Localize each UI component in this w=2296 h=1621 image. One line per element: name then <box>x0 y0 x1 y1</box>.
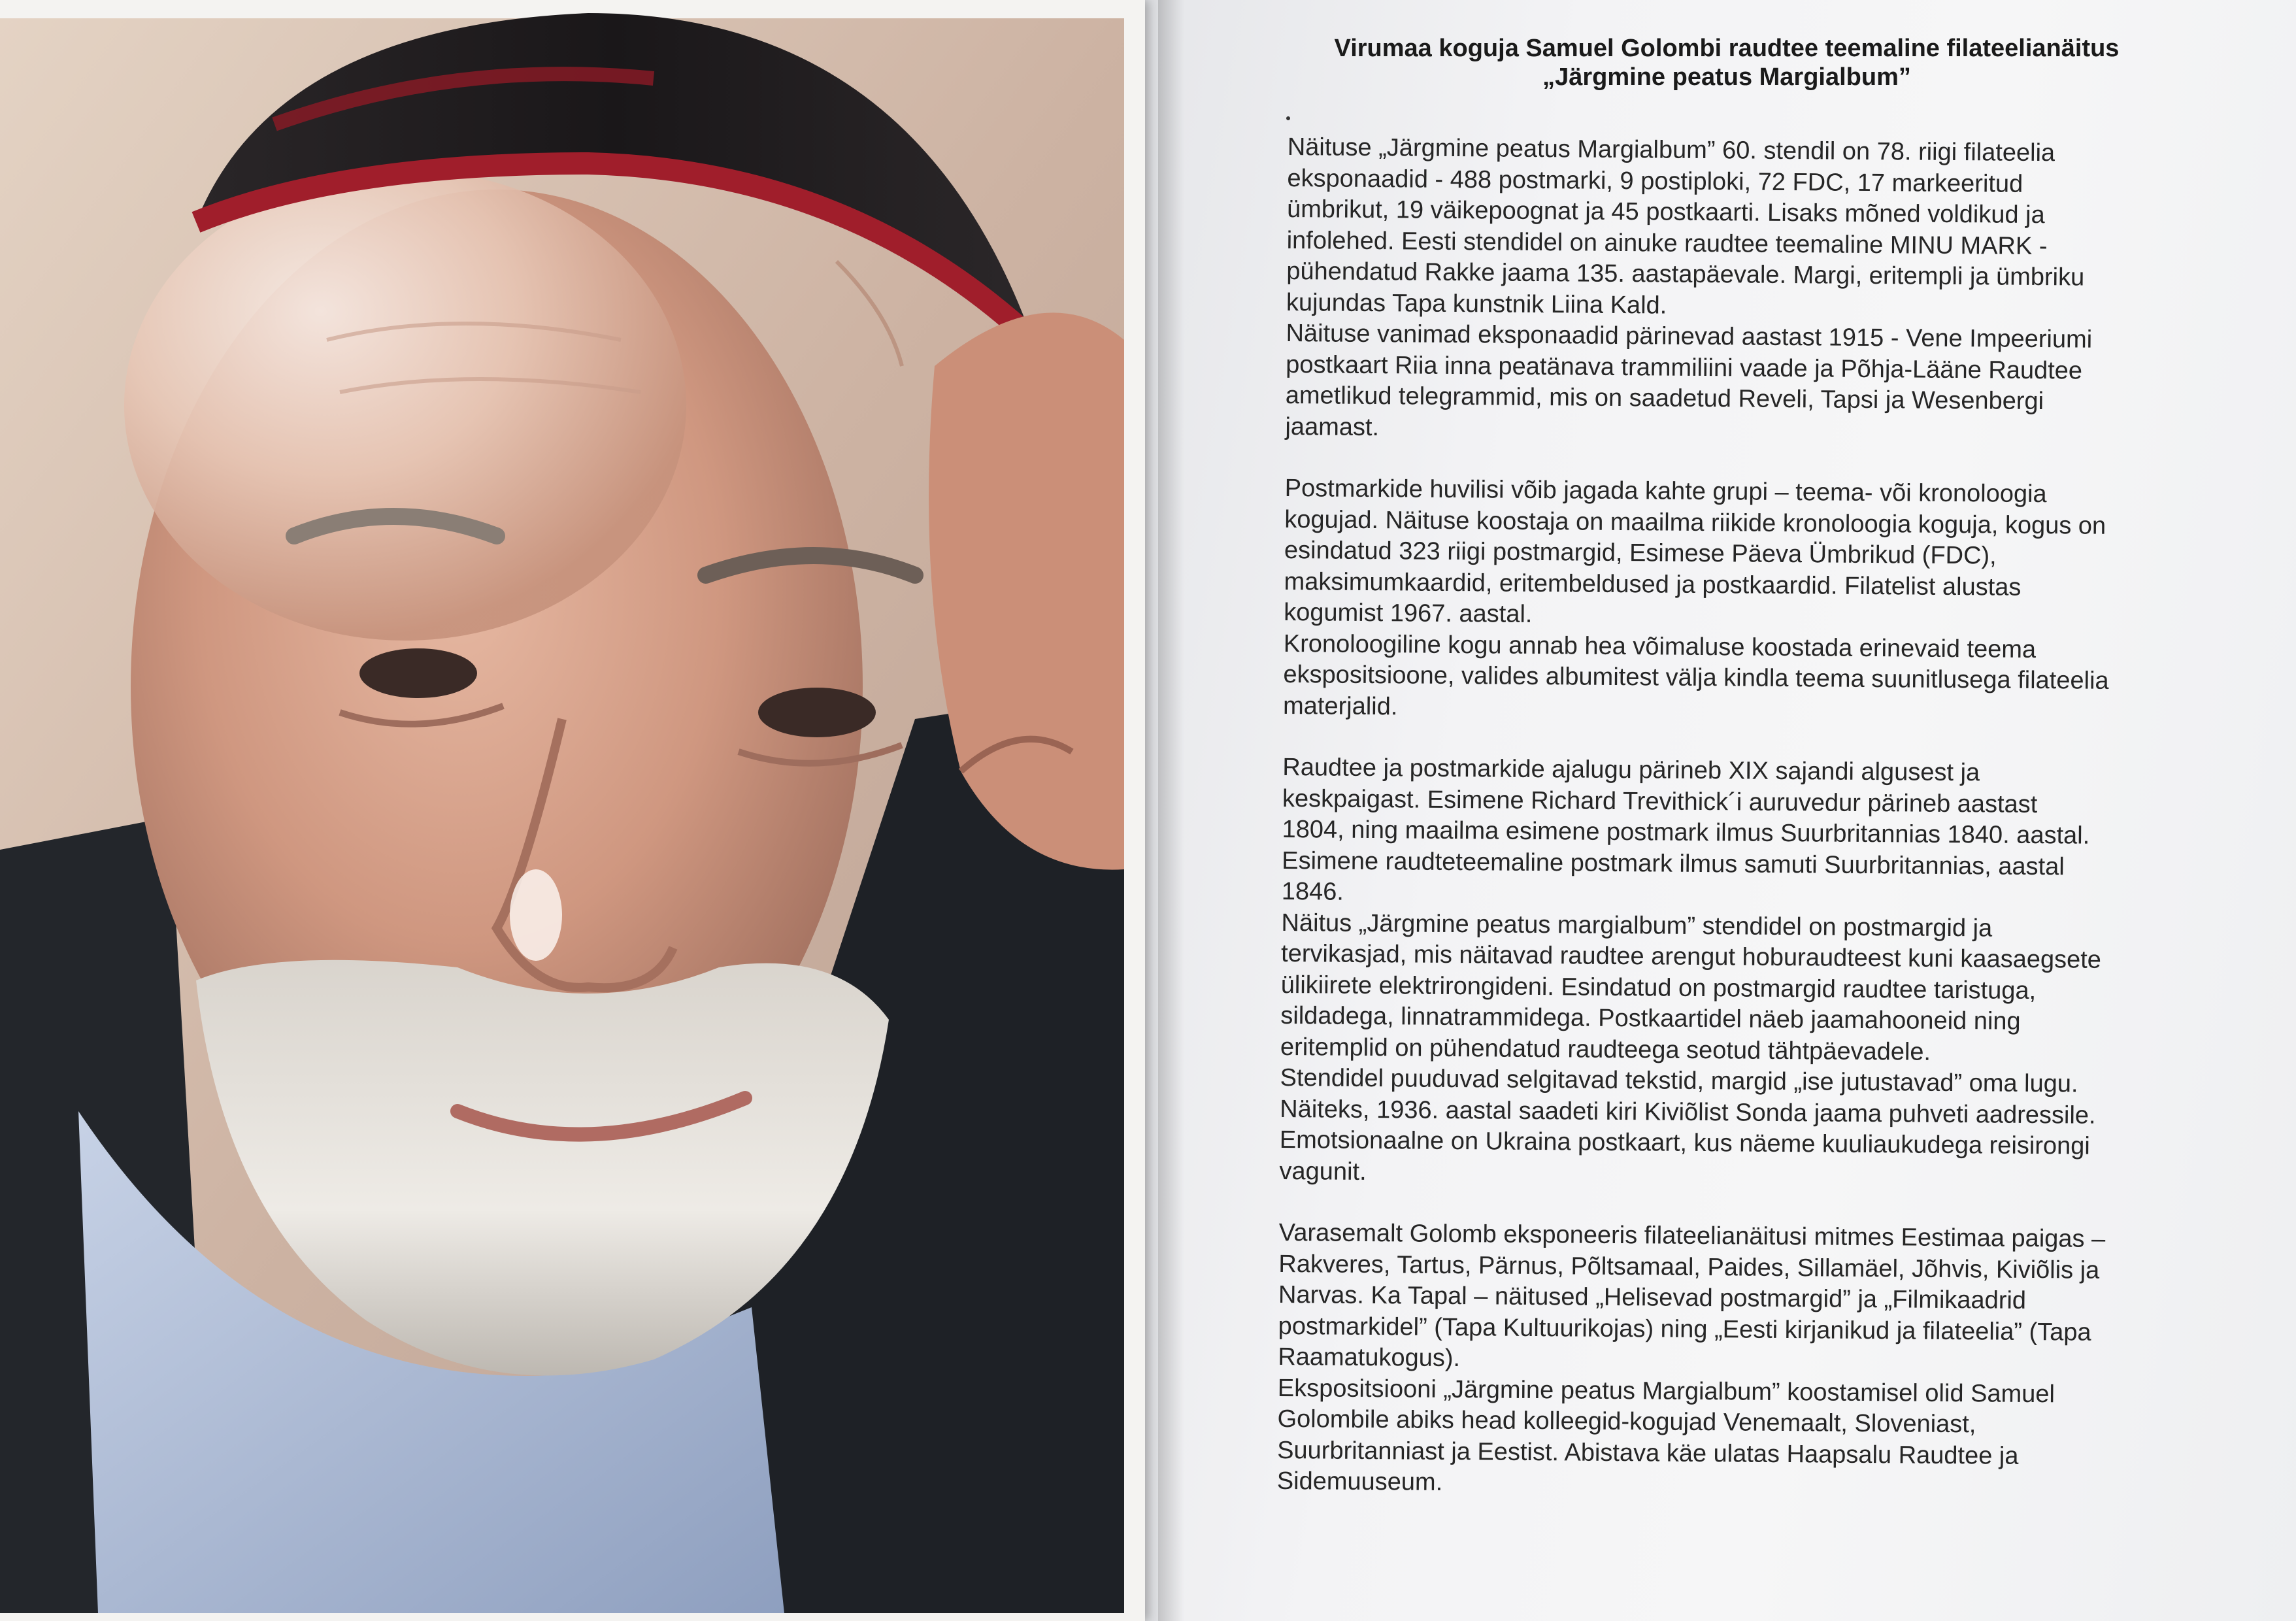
stray-dot-mark <box>1286 116 1290 120</box>
text-line: Emotsionaalne on Ukraina postkaart, kus näeme kuuliaukudega reisirongi <box>1279 1126 2090 1160</box>
text-line: jaamast. <box>1285 412 1380 441</box>
body-paragraph <box>1283 628 2284 729</box>
text-line: Kronoloogiline kogu annab hea võimaluse koostada erinevaid teema <box>1283 629 2037 663</box>
text-line: Näituse „Järgmine peatus Margialbum” 60. stendil on 78. riigi filateelia <box>1287 133 2055 167</box>
text-line: kogujad. Näituse koostaja on maailma riikide kronoloogia koguja, kogus on <box>1284 505 2106 540</box>
text-line: Näiteks, 1936. aastal saadeti kiri Kiviõlist Sonda jaama puhveti aadressile. <box>1280 1095 2096 1129</box>
text-line: 1804, ning maailma esimene postmark ilmus Suurbritannias 1840. aastal. <box>1282 815 2090 850</box>
text-line: esindatud 323 riigi postmargid, Esimese Päeva Ümbrikud (FDC), <box>1284 536 1997 570</box>
text-line: kujundas Tapa kunstnik Liina Kald. <box>1286 288 1667 320</box>
text-line: ametlikud telegrammid, mis on saadetud Reveli, Tapsi ja Wesenbergi <box>1285 381 2044 416</box>
text-line: postkaart Riia inna peatänava trammiliini vaade ja Põhja-Lääne Raudtee <box>1286 350 2083 385</box>
body-paragraph <box>1282 752 2283 916</box>
text-line: infolehed. Eesti stendidel on ainuke raudtee teemaline MINU MARK - <box>1286 226 2048 260</box>
portrait-photo <box>0 0 1145 1621</box>
text-line: Ekspositsiooni „Järgmine peatus Margialbum” koostamisel olid Samuel <box>1277 1374 2055 1408</box>
text-line: keskpaigast. Esimene Richard Trevithick´i auruvedur pärineb aastast <box>1282 784 2038 818</box>
text-line: kogumist 1967. aastal. <box>1284 598 1533 628</box>
text-line: Stendidel puuduvad selgitavad tekstid, margid „ise jutustavad” oma lugu. <box>1280 1063 2078 1098</box>
title-line-2: „Järgmine peatus Margialbum” <box>1542 63 1911 91</box>
text-line: pühendatud Rakke jaama 135. aastapäevale. Margi, eritempli ja ümbriku <box>1286 257 2085 292</box>
text-line: Esimene raudteteemaline postmark ilmus samuti Suurbritannias, aastal <box>1282 846 2065 880</box>
text-line: Rakveres, Tartus, Pärnus, Põltsamaal, Paides, Sillamäel, Jõhvis, Kiviõlis ja <box>1278 1250 2100 1284</box>
body-paragraph <box>1277 1373 2278 1505</box>
text-line: Suurbritanniast ja Eestist. Abistava käe ulatas Haapsalu Raudtee ja <box>1276 1436 2019 1470</box>
text-line: ümbrikut, 19 väikepoognat ja 45 postkaarti. Lisaks mõned voldikud ja <box>1286 195 2045 229</box>
text-line: Raamatukogus). <box>1278 1343 1461 1373</box>
text-line: 1846. <box>1281 877 1344 906</box>
text-line: Postmarkide huvilisi võib jagada kahte grupi – teema- või kronoloogia <box>1284 474 2047 509</box>
text-line: eritemplid on pühendatud raudteega seotud tähtpäevadele. <box>1280 1033 1931 1066</box>
exhibition-text-sheet <box>1158 0 2296 1621</box>
text-line: Golombile abiks head kolleegid-kogujad Venemaalt, Sloveniast, <box>1277 1405 1976 1439</box>
text-line: ülikiirete elektrirongideni. Esindatud on postmargid raudtee taristuga, <box>1280 971 2037 1005</box>
text-line: Narvas. Ka Tapal – näitused „Helisevad postmargid” ja „Filmikaadrid <box>1278 1280 2027 1314</box>
document-title <box>1276 34 2178 92</box>
text-line: vagunit. <box>1279 1157 1367 1186</box>
title-line-1: Virumaa koguja Samuel Golombi raudtee teemaline filateelianäitus <box>1334 35 2120 62</box>
body-paragraph <box>1286 132 2288 326</box>
text-line: sildadega, linnatrammidega. Postkaartidel näeb jaamahooneid ning <box>1280 1001 2021 1035</box>
text-line: tervikasjad, mis näitavad raudtee arengut hoburaudteest kuni kaasaegsete <box>1280 939 2102 974</box>
body-paragraph <box>1285 318 2286 450</box>
text-line: materjalid. <box>1282 692 1398 720</box>
text-line: Sidemuuseum. <box>1276 1467 1443 1496</box>
photo-image-area <box>0 13 1124 1613</box>
page-crease-shadow <box>1158 0 1184 1621</box>
body-paragraph <box>1280 907 2282 1071</box>
document-body <box>1277 132 2288 1505</box>
portrait-photo-sheet <box>0 0 1145 1621</box>
text-line: postmarkidel” (Tapa Kultuurikojas) ning „Eesti kirjanikud ja filateelia” (Tapa <box>1278 1312 2091 1346</box>
text-line: Raudtee ja postmarkide ajalugu pärineb XIX sajandi algusest ja <box>1282 753 1980 787</box>
body-paragraph <box>1279 1063 2280 1195</box>
text-line: Näitus „Järgmine peatus margialbum” stendidel on postmargid ja <box>1281 909 1993 943</box>
text-line: maksimumkaardid, eritembeldused ja postkaardid. Filatelist alustas <box>1284 567 2021 601</box>
text-line: eksponaadid - 488 postmarki, 9 postiploki, 72 FDC, 17 markeeritud <box>1287 164 2023 198</box>
text-line: ekspositsioone, valides albumitest välja kindla teema suunitlusega filateelia <box>1283 660 2109 695</box>
body-paragraph <box>1278 1218 2279 1381</box>
text-line: Varasemalt Golomb eksponeeris filateelianäitusi mitmes Eestimaa paigas – <box>1278 1218 2106 1253</box>
body-paragraph <box>1284 473 2285 637</box>
text-line: Näituse vanimad eksponaadid pärinevad aastast 1915 - Vene Impeeriumi <box>1286 319 2093 354</box>
